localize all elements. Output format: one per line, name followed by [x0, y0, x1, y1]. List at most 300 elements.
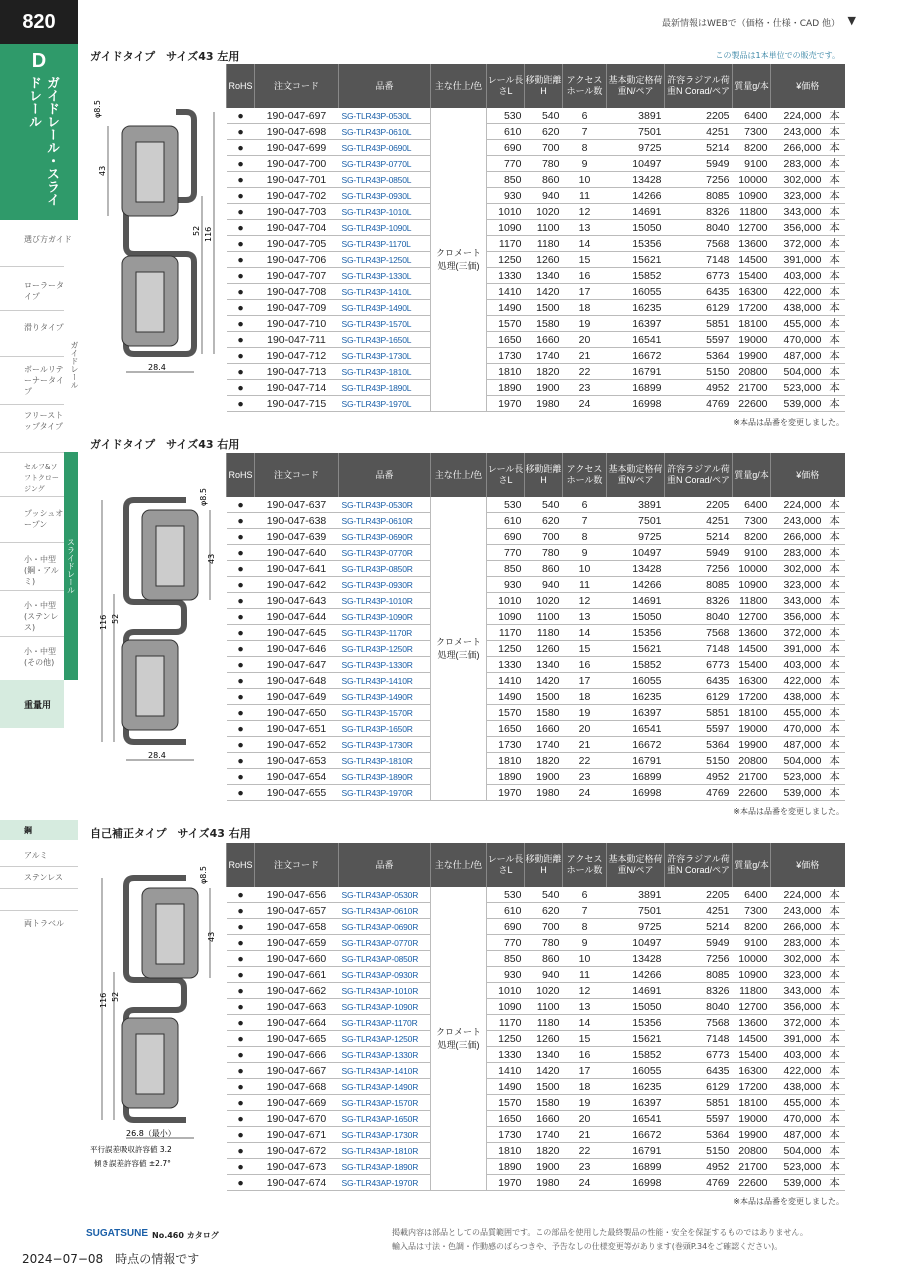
order-code: 190-047-703	[255, 204, 339, 220]
unit: 本	[825, 769, 845, 785]
table-row	[227, 188, 845, 204]
sidebar-item-push-open[interactable]: プッシュオープン	[24, 509, 64, 529]
product-table-right	[226, 453, 845, 801]
part-number-link[interactable]: SG-TLR43P-1330L	[339, 268, 431, 284]
part-number-link[interactable]: SG-TLR43P-1650R	[339, 721, 431, 737]
radial-load: 5364	[665, 348, 733, 364]
order-code: 190-047-662	[255, 983, 339, 999]
radial-load: 7256	[665, 561, 733, 577]
rated-load: 16055	[607, 1063, 665, 1079]
part-number-link[interactable]: SG-TLR43AP-0610R	[339, 903, 431, 919]
order-code: 190-047-659	[255, 935, 339, 951]
order-code: 190-047-711	[255, 332, 339, 348]
dim-width: 28.4	[148, 363, 166, 372]
order-code: 190-047-641	[255, 561, 339, 577]
part-number-link[interactable]: SG-TLR43P-0530R	[339, 497, 431, 513]
travel-distance: 1820	[525, 753, 563, 769]
order-code: 190-047-707	[255, 268, 339, 284]
part-number-link[interactable]: SG-TLR43P-0850L	[339, 172, 431, 188]
mass: 11800	[733, 204, 771, 220]
access-holes: 8	[563, 919, 607, 935]
cross-section-drawing-right	[86, 484, 222, 770]
mass: 21700	[733, 380, 771, 396]
radial-load: 5214	[665, 140, 733, 156]
part-number-link[interactable]: SG-TLR43P-1810L	[339, 364, 431, 380]
rated-load: 10497	[607, 935, 665, 951]
access-holes: 20	[563, 332, 607, 348]
part-number-link[interactable]: SG-TLR43P-1170R	[339, 625, 431, 641]
category-box	[0, 44, 78, 220]
access-holes: 7	[563, 513, 607, 529]
price: 523,000	[771, 1159, 825, 1175]
catalog-number: No.460 カタログ	[152, 1231, 219, 1240]
part-number-link[interactable]: SG-TLR43AP-1090R	[339, 999, 431, 1015]
radial-load: 5949	[665, 545, 733, 561]
travel-distance: 1420	[525, 673, 563, 689]
rated-load: 16899	[607, 380, 665, 396]
part-number-link[interactable]: SG-TLR43P-1410R	[339, 673, 431, 689]
rohs-dot: ●	[227, 1047, 255, 1063]
column-header-radial: 許容ラジアル荷重N Corad/ペア	[665, 843, 733, 887]
sidebar-item-roller[interactable]: ローラータイプ	[24, 281, 64, 301]
part-number-link[interactable]: SG-TLR43P-0930L	[339, 188, 431, 204]
travel-distance: 700	[525, 529, 563, 545]
part-number-link[interactable]: SG-TLR43AP-0530R	[339, 887, 431, 903]
rail-length: 1170	[487, 625, 525, 641]
travel-distance: 940	[525, 577, 563, 593]
travel-distance: 860	[525, 561, 563, 577]
column-header-holes: アクセスホール数	[563, 453, 607, 497]
part-number-link[interactable]: SG-TLR43P-0690R	[339, 529, 431, 545]
price: 539,000	[771, 396, 825, 412]
travel-distance: 860	[525, 172, 563, 188]
order-code: 190-047-709	[255, 300, 339, 316]
column-header-holes: アクセスホール数	[563, 843, 607, 887]
rail-length: 1730	[487, 348, 525, 364]
part-number-link[interactable]: SG-TLR43P-0930R	[339, 577, 431, 593]
table-row	[227, 935, 845, 951]
radial-load: 7256	[665, 951, 733, 967]
product-table-self-align	[226, 843, 845, 1191]
table-row	[227, 1047, 845, 1063]
order-code: 190-047-671	[255, 1127, 339, 1143]
sidebar-item-soft-closing[interactable]: セルフ&ソフトクロージング	[24, 463, 59, 493]
part-number-link[interactable]: SG-TLR43P-1410L	[339, 284, 431, 300]
rated-load: 16672	[607, 348, 665, 364]
part-number-link[interactable]: SG-TLR43AP-1490R	[339, 1079, 431, 1095]
table-row	[227, 124, 845, 140]
sidebar-item-small-steel[interactable]: 小・中型(鋼・アルミ)	[24, 555, 59, 586]
part-number-link[interactable]: SG-TLR43AP-1330R	[339, 1047, 431, 1063]
table-row	[227, 919, 845, 935]
access-holes: 9	[563, 156, 607, 172]
travel-distance: 1660	[525, 721, 563, 737]
dim-116: 116	[99, 614, 108, 630]
unit: 本	[825, 625, 845, 641]
table-row	[227, 316, 845, 332]
rail-length: 850	[487, 172, 525, 188]
part-number-link[interactable]: SG-TLR43AP-1410R	[339, 1063, 431, 1079]
part-number-link[interactable]: SG-TLR43P-1970R	[339, 785, 431, 801]
access-holes: 14	[563, 1015, 607, 1031]
rail-length: 1730	[487, 737, 525, 753]
rail-length: 1410	[487, 1063, 525, 1079]
table-row	[227, 625, 845, 641]
part-number-link[interactable]: SG-TLR43AP-0770R	[339, 935, 431, 951]
table-row	[227, 705, 845, 721]
part-number-link[interactable]: SG-TLR43P-1010L	[339, 204, 431, 220]
rohs-dot: ●	[227, 769, 255, 785]
rail-length: 1810	[487, 1143, 525, 1159]
part-number-link[interactable]: SG-TLR43AP-1730R	[339, 1127, 431, 1143]
material-stainless[interactable]: ステンレス	[24, 873, 63, 882]
divider	[0, 404, 64, 405]
access-holes: 20	[563, 1111, 607, 1127]
order-code: 190-047-704	[255, 220, 339, 236]
part-number-link[interactable]: SG-TLR43P-1810R	[339, 753, 431, 769]
part-number-link[interactable]: SG-TLR43P-0850R	[339, 561, 431, 577]
rail-length: 1170	[487, 1015, 525, 1031]
divider	[0, 910, 78, 911]
access-holes: 23	[563, 769, 607, 785]
part-number-link[interactable]: SG-TLR43P-1570L	[339, 316, 431, 332]
price: 504,000	[771, 1143, 825, 1159]
unit: 本	[825, 609, 845, 625]
table-row	[227, 108, 845, 124]
part-number-link[interactable]: SG-TLR43P-0690L	[339, 140, 431, 156]
rail-length: 610	[487, 513, 525, 529]
price: 224,000	[771, 887, 825, 903]
unit: 本	[825, 108, 845, 124]
sidebar-item-small-other[interactable]: 小・中型(その他)	[24, 647, 56, 667]
unit: 本	[825, 252, 845, 268]
access-holes: 16	[563, 1047, 607, 1063]
order-code: 190-047-653	[255, 753, 339, 769]
radial-load: 7568	[665, 625, 733, 641]
travel-distance: 1260	[525, 252, 563, 268]
part-number-link[interactable]: SG-TLR43AP-1810R	[339, 1143, 431, 1159]
table-row	[227, 951, 845, 967]
table-row	[227, 513, 845, 529]
mass: 13600	[733, 236, 771, 252]
unit: 本	[825, 1159, 845, 1175]
rohs-dot: ●	[227, 545, 255, 561]
rated-load: 16791	[607, 364, 665, 380]
mass: 16300	[733, 284, 771, 300]
order-code: 190-047-643	[255, 593, 339, 609]
table-row	[227, 593, 845, 609]
rated-load: 16998	[607, 396, 665, 412]
column-header-radial: 許容ラジアル荷重N Corad/ペア	[665, 64, 733, 108]
price: 470,000	[771, 1111, 825, 1127]
mass: 12700	[733, 609, 771, 625]
part-number-link[interactable]: SG-TLR43P-1570R	[339, 705, 431, 721]
change-note: ※本品は品番を変更しました。	[733, 1197, 844, 1206]
sidebar-item-guide[interactable]: 選び方ガイド	[24, 235, 72, 244]
table-row	[227, 172, 845, 188]
part-number-link[interactable]: SG-TLR43AP-0850R	[339, 951, 431, 967]
column-header-rated: 基本動定格荷重N/ペア	[607, 843, 665, 887]
rail-length: 770	[487, 545, 525, 561]
travel-distance: 1180	[525, 1015, 563, 1031]
price: 470,000	[771, 721, 825, 737]
rohs-dot: ●	[227, 983, 255, 999]
mass: 17200	[733, 689, 771, 705]
rohs-dot: ●	[227, 268, 255, 284]
mass: 16300	[733, 1063, 771, 1079]
access-holes: 9	[563, 545, 607, 561]
rated-load: 15852	[607, 268, 665, 284]
order-code: 190-047-640	[255, 545, 339, 561]
order-code: 190-047-705	[255, 236, 339, 252]
rated-load: 10497	[607, 156, 665, 172]
rail-length: 530	[487, 887, 525, 903]
travel-distance: 1580	[525, 316, 563, 332]
material-double-travel[interactable]: 両トラベル	[24, 919, 64, 928]
rail-length: 1090	[487, 609, 525, 625]
sidebar-group-slide: スライドレール	[64, 452, 78, 680]
divider	[0, 496, 64, 497]
travel-distance: 1180	[525, 625, 563, 641]
rohs-dot: ●	[227, 332, 255, 348]
dim-116: 116	[99, 992, 108, 1008]
rohs-dot: ●	[227, 1127, 255, 1143]
part-number-link[interactable]: SG-TLR43P-0610R	[339, 513, 431, 529]
part-number-link[interactable]: SG-TLR43P-1970L	[339, 396, 431, 412]
travel-distance: 620	[525, 513, 563, 529]
price: 243,000	[771, 903, 825, 919]
part-number-link[interactable]: SG-TLR43AP-1890R	[339, 1159, 431, 1175]
rated-load: 16541	[607, 721, 665, 737]
price: 403,000	[771, 268, 825, 284]
access-holes: 7	[563, 903, 607, 919]
travel-distance: 1020	[525, 983, 563, 999]
radial-load: 4952	[665, 1159, 733, 1175]
finish-cell: クロメート処理(三価)	[431, 887, 487, 1191]
mass: 9100	[733, 156, 771, 172]
part-number-link[interactable]: SG-TLR43P-0530L	[339, 108, 431, 124]
rated-load: 16235	[607, 300, 665, 316]
part-number-link[interactable]: SG-TLR43AP-1250R	[339, 1031, 431, 1047]
rohs-dot: ●	[227, 935, 255, 951]
mass: 19000	[733, 332, 771, 348]
order-code: 190-047-655	[255, 785, 339, 801]
unit: 本	[825, 561, 845, 577]
table-row	[227, 673, 845, 689]
access-holes: 17	[563, 284, 607, 300]
radial-load: 2205	[665, 108, 733, 124]
order-code: 190-047-714	[255, 380, 339, 396]
travel-distance: 1820	[525, 364, 563, 380]
part-number-link[interactable]: SG-TLR43P-0770R	[339, 545, 431, 561]
radial-load: 7256	[665, 172, 733, 188]
rail-length: 530	[487, 497, 525, 513]
mass: 20800	[733, 753, 771, 769]
unit: 本	[825, 1111, 845, 1127]
part-number-link[interactable]: SG-TLR43P-1890L	[339, 380, 431, 396]
part-number-link[interactable]: SG-TLR43P-1170L	[339, 236, 431, 252]
column-header-price: ¥価格	[771, 64, 845, 108]
part-number-link[interactable]: SG-TLR43P-1250L	[339, 252, 431, 268]
rohs-dot: ●	[227, 705, 255, 721]
radial-load: 6773	[665, 268, 733, 284]
rail-length: 1970	[487, 785, 525, 801]
table-row	[227, 236, 845, 252]
mass: 7300	[733, 124, 771, 140]
price: 438,000	[771, 689, 825, 705]
table-row	[227, 753, 845, 769]
price: 523,000	[771, 769, 825, 785]
unit: 本	[825, 204, 845, 220]
sidebar-item-free-stop[interactable]: フリーストップタイプ	[24, 411, 64, 431]
top-info-link[interactable]: 最新情報はWEBで（価格・仕様・CAD 他）	[662, 19, 840, 29]
part-number-link[interactable]: SG-TLR43P-1730R	[339, 737, 431, 753]
rated-load: 7501	[607, 903, 665, 919]
footer-note-1: 掲載内容は部品としての品質範囲です。この部品を使用した最終製品の性能・安全を保証するものではありません。	[392, 1228, 808, 1237]
table-row	[227, 364, 845, 380]
rail-length: 690	[487, 529, 525, 545]
rohs-dot: ●	[227, 919, 255, 935]
table-row	[227, 1175, 845, 1191]
part-number-link[interactable]: SG-TLR43P-1890R	[339, 769, 431, 785]
order-code: 190-047-649	[255, 689, 339, 705]
sidebar-item-ball-retainer[interactable]: ボールリテーナータイプ	[24, 365, 64, 396]
access-holes: 18	[563, 689, 607, 705]
unit: 本	[825, 124, 845, 140]
mass: 17200	[733, 1079, 771, 1095]
rohs-dot: ●	[227, 188, 255, 204]
part-number-link[interactable]: SG-TLR43P-1490L	[339, 300, 431, 316]
mass: 16300	[733, 673, 771, 689]
part-number-link[interactable]: SG-TLR43P-1090R	[339, 609, 431, 625]
part-number-link[interactable]: SG-TLR43AP-1570R	[339, 1095, 431, 1111]
access-holes: 10	[563, 951, 607, 967]
part-number-link[interactable]: SG-TLR43P-0770L	[339, 156, 431, 172]
access-holes: 19	[563, 1095, 607, 1111]
part-number-link[interactable]: SG-TLR43P-1650L	[339, 332, 431, 348]
part-number-link[interactable]: SG-TLR43P-1730L	[339, 348, 431, 364]
part-number-link[interactable]: SG-TLR43P-1330R	[339, 657, 431, 673]
dim-116: 116	[204, 226, 213, 242]
order-code: 190-047-658	[255, 919, 339, 935]
rail-length: 1410	[487, 673, 525, 689]
price: 323,000	[771, 967, 825, 983]
section-letter: D	[31, 50, 47, 72]
mass: 6400	[733, 887, 771, 903]
material-aluminum[interactable]: アルミ	[24, 851, 48, 860]
part-number-link[interactable]: SG-TLR43AP-1010R	[339, 983, 431, 999]
table-header-row	[227, 453, 845, 497]
order-code: 190-047-663	[255, 999, 339, 1015]
table-row	[227, 1095, 845, 1111]
mass: 7300	[733, 903, 771, 919]
mass: 10000	[733, 172, 771, 188]
sidebar-item-heavy[interactable]: 重量用	[0, 680, 64, 728]
part-number-link[interactable]: SG-TLR43AP-1970R	[339, 1175, 431, 1191]
access-holes: 13	[563, 220, 607, 236]
access-holes: 13	[563, 609, 607, 625]
column-header-finish: 主な仕上/色	[431, 64, 487, 108]
unit: 本	[825, 593, 845, 609]
rohs-dot: ●	[227, 497, 255, 513]
sidebar-item-small-stainless[interactable]: 小・中型(ステンレス)	[24, 601, 59, 632]
radial-load: 7148	[665, 641, 733, 657]
column-header-mass: 質量g/本	[733, 64, 771, 108]
rail-length: 1650	[487, 332, 525, 348]
access-holes: 21	[563, 1127, 607, 1143]
travel-distance: 1900	[525, 1159, 563, 1175]
table-row	[227, 1159, 845, 1175]
rated-load: 16998	[607, 1175, 665, 1191]
rohs-dot: ●	[227, 284, 255, 300]
rail-length: 770	[487, 935, 525, 951]
travel-distance: 780	[525, 935, 563, 951]
divider	[0, 636, 64, 637]
rohs-dot: ●	[227, 737, 255, 753]
part-number-link[interactable]: SG-TLR43P-1490R	[339, 689, 431, 705]
column-header-holes: アクセスホール数	[563, 64, 607, 108]
travel-distance: 1420	[525, 1063, 563, 1079]
unit: 本	[825, 497, 845, 513]
radial-load: 8326	[665, 204, 733, 220]
price: 539,000	[771, 785, 825, 801]
radial-load: 4952	[665, 769, 733, 785]
travel-distance: 700	[525, 140, 563, 156]
part-number-link[interactable]: SG-TLR43AP-0690R	[339, 919, 431, 935]
page-number: 820	[0, 0, 78, 44]
price: 283,000	[771, 156, 825, 172]
rohs-dot: ●	[227, 140, 255, 156]
access-holes: 19	[563, 316, 607, 332]
part-number-link[interactable]: SG-TLR43AP-1650R	[339, 1111, 431, 1127]
part-number-link[interactable]: SG-TLR43AP-1170R	[339, 1015, 431, 1031]
material-steel[interactable]: 鋼	[0, 820, 78, 840]
price: 243,000	[771, 124, 825, 140]
footer-note-2: 輸入品は寸法・色調・作動感のばらつきや、予告なしの仕様変更等があります(巻頭P.34をご確認ください)。	[392, 1242, 783, 1251]
part-number-link[interactable]: SG-TLR43P-1250R	[339, 641, 431, 657]
unit: 本	[825, 935, 845, 951]
rohs-dot: ●	[227, 348, 255, 364]
unit: 本	[825, 236, 845, 252]
part-number-link[interactable]: SG-TLR43P-1090L	[339, 220, 431, 236]
price: 323,000	[771, 577, 825, 593]
price: 372,000	[771, 236, 825, 252]
part-number-link[interactable]: SG-TLR43P-0610L	[339, 124, 431, 140]
order-code: 190-047-645	[255, 625, 339, 641]
table-row	[227, 689, 845, 705]
sale-unit-note: この製品は1本単位での販売です。	[715, 51, 840, 60]
price: 504,000	[771, 364, 825, 380]
unit: 本	[825, 268, 845, 284]
rated-load: 16055	[607, 284, 665, 300]
table-row	[227, 300, 845, 316]
unit: 本	[825, 1127, 845, 1143]
section-title-left: ガイドタイプ サイズ43 左用	[90, 50, 240, 63]
radial-load: 6435	[665, 284, 733, 300]
rail-length: 1810	[487, 753, 525, 769]
rail-length: 690	[487, 919, 525, 935]
radial-load: 7568	[665, 236, 733, 252]
dim-parallel: 平行誤差吸収許容値 3.2	[90, 1145, 172, 1154]
mass: 15400	[733, 657, 771, 673]
part-number-link[interactable]: SG-TLR43AP-0930R	[339, 967, 431, 983]
part-number-link[interactable]: SG-TLR43P-1010R	[339, 593, 431, 609]
sidebar-item-sliding[interactable]: 滑りタイプ	[24, 323, 64, 332]
table-row	[227, 769, 845, 785]
unit: 本	[825, 380, 845, 396]
table-row	[227, 1015, 845, 1031]
unit: 本	[825, 1015, 845, 1031]
